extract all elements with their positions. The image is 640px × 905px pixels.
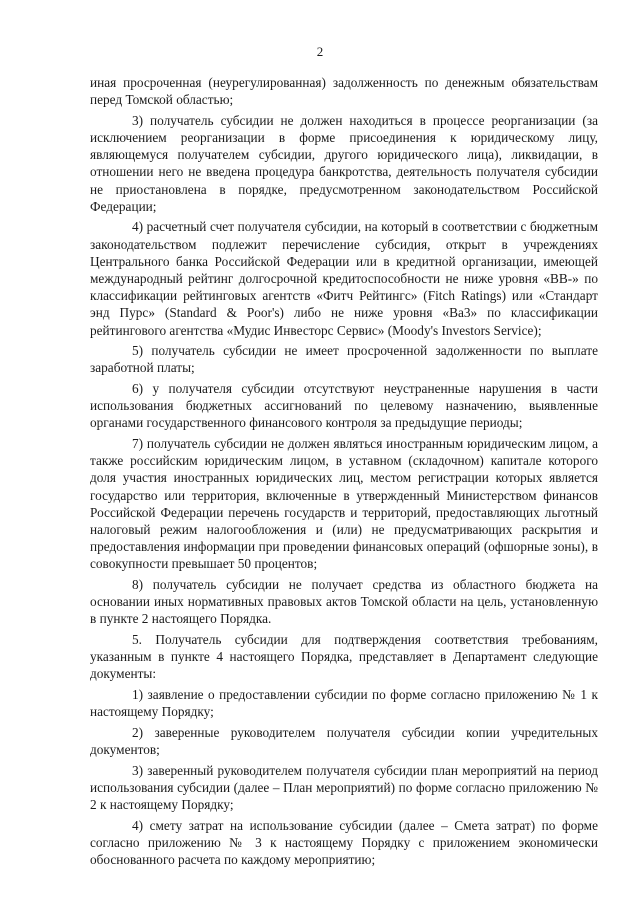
paragraph-item-3: 3) получатель субсидии не должен находиться в процессе реорганизации (за исключением реорганизации в форме присоединения к юридическому лицу, являющемуся получателем субсидии, другого юридического лица), ликвидации, в отношении него не введена процедура банкротства, деятельность получателя субсидии не приостановлена в порядке, предусмотренном законодательством Российской Федерации;: [90, 112, 598, 214]
paragraph-doc-1: 1) заявление о предоставлении субсидии по форме согласно приложению № 1 к настоящему Порядку;: [90, 687, 598, 720]
paragraph-doc-4: 4) смету затрат на использование субсидии (далее – Смета затрат) по форме согласно приложению № 3 к настоящему Порядку с приложением экономически обоснованного расчета по каждому мероприятию;: [90, 817, 598, 868]
paragraph-item-4: 4) расчетный счет получателя субсидии, на который в соответствии с бюджетным законодательством подлежит перечисление субсидия, открыт в учреждениях Центрального банка Российской Федерации или в кредитной организации, имеющей международный рейтинг долгосрочной кредитоспособности не ниже уровня «ВВ-» по классификации рейтинговых агентств «Фитч Рейтингс» (Fitch Ratings) или «Стандарт энд Пурс» (Standard & Poor's) либо не ниже уровня «Ва3» по классификации рейтингового агентства «Мудис Инвесторс Сервис» (Moody's Investors Service);: [90, 219, 598, 338]
page-number: 2: [316, 44, 324, 59]
paragraph-doc-3: 3) заверенный руководителем получателя субсидии план мероприятий на период использования субсидии (далее – План мероприятий) по форме согласно приложению № 2 к настоящему Порядку;: [90, 762, 598, 813]
paragraph-item-7: 7) получатель субсидии не должен являться иностранным юридическим лицом, а также российским юридическим лицом, в уставном (складочном) капитале которого доля участия иностранных юридических лиц, местом регистрации которых является государство или территория, включенные в утвержденный Министерством финансов Российской Федерации перечень государств и территорий, предоставляющих льготный налоговый режим налогообложения и (или) не предусматривающих раскрытия и предоставления информации при проведении финансовых операций (офшорные зоны), в совокупности превышает 50 процентов;: [90, 436, 598, 572]
document-body: [90, 74, 598, 872]
paragraph-section-5: 5. Получатель субсидии для подтверждения соответствия требованиям, указанным в пункте 4 настоящего Порядка, представляет в Департамент следующие документы:: [90, 632, 598, 682]
paragraph-item-6: 6) у получателя субсидии отсутствуют неустраненные нарушения в части использования бюджетных ассигнований по целевому назначению, выявленные органами государственного финансового контроля за предыдущие периоды;: [90, 381, 598, 431]
paragraph-doc-2: 2) заверенные руководителем получателя субсидии копии учредительных документов;: [90, 724, 598, 758]
paragraph-item-8: 8) получатель субсидии не получает средства из областного бюджета на основании иных нормативных правовых актов Томской области на цель, установленную в пункте 2 настоящего Порядка.: [90, 577, 598, 627]
paragraph-item-5: 5) получатель субсидии не имеет просроченной задолженности по выплате заработной платы;: [90, 343, 598, 376]
paragraph-continuation: иная просроченная (неурегулированная) задолженность по денежным обязательствам перед Томской областью;: [90, 75, 598, 108]
